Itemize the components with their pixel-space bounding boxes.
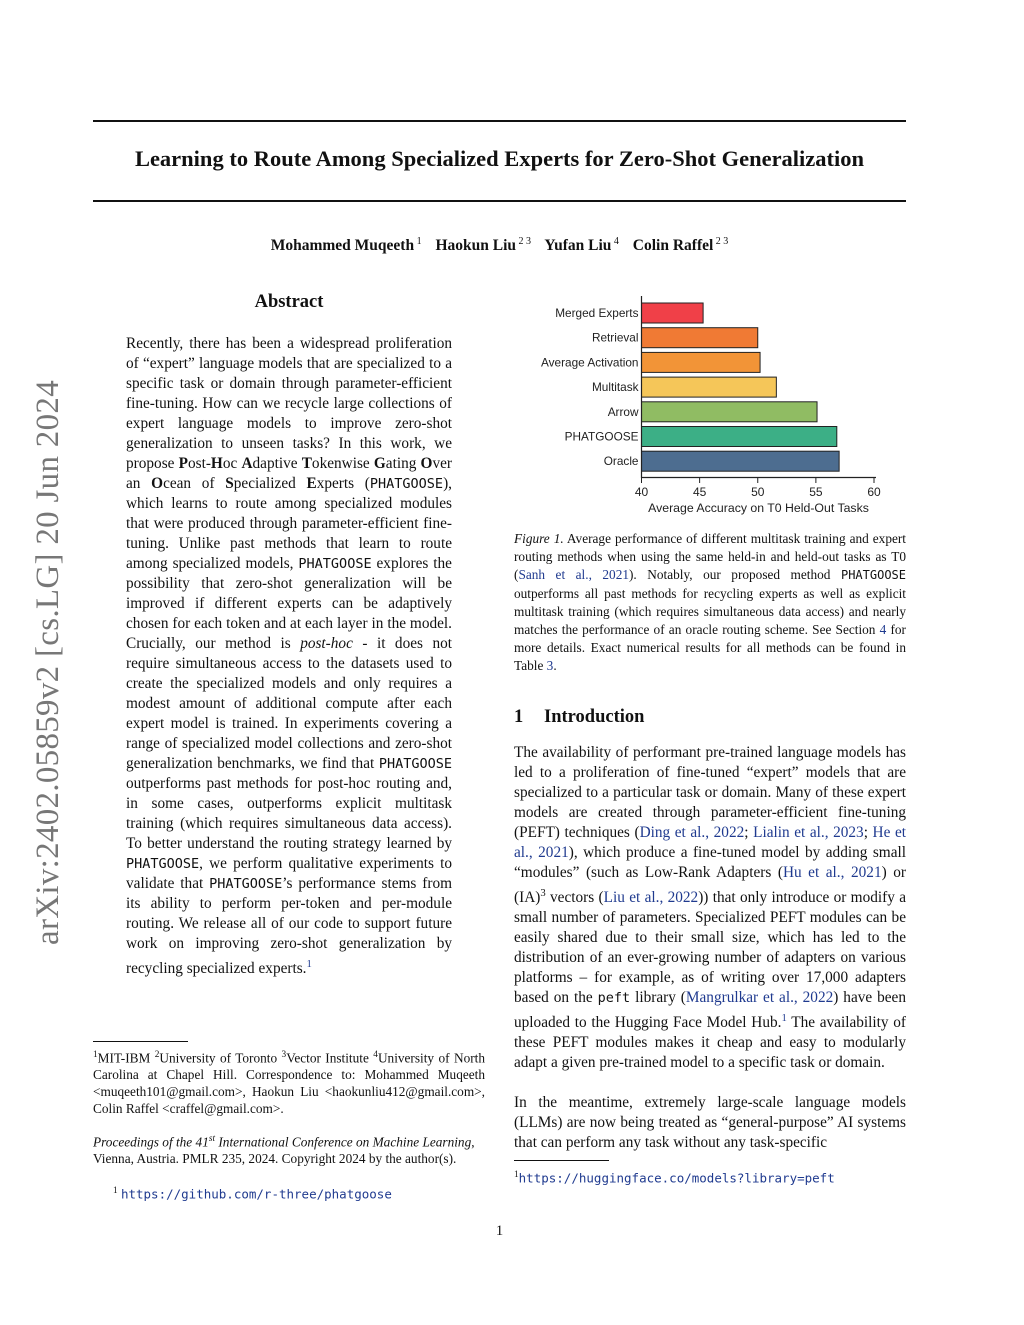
author-affiliation: 2 3 xyxy=(715,236,729,247)
category-label: Multitask xyxy=(591,380,639,395)
figure-1-caption: Figure 1. Average performance of different multitask training and expert routing methods when using the same held-in and held-out tasks as T0 (Sanh et al., 2021). Notably, our proposed method PHATGOOSE outperforms all past methods for recycling experts as well as explicit multitask training (which requires simultaneous data access) and nearly matches the performance of an oracle routing scheme. See Section 4 for more details. Exact numerical results for all methods can be found in Table 3. xyxy=(514,531,906,674)
x-axis-label: Average Accuracy on T0 Held-Out Tasks xyxy=(648,501,869,515)
author-name: Yufan Liu xyxy=(544,237,612,255)
bar xyxy=(642,402,818,422)
citation-link[interactable]: Ding et al., 2022 xyxy=(639,824,745,841)
title-bottom-rule xyxy=(93,200,906,202)
page-number: 1 xyxy=(495,1223,504,1239)
author-name: Mohammed Muqeeth xyxy=(270,237,415,255)
method-name: PHATGOOSE xyxy=(369,476,444,492)
citation-link[interactable]: Hu et al., 2021 xyxy=(782,864,882,881)
author-affiliation: 1 xyxy=(416,236,422,247)
x-tick-label: 60 xyxy=(867,485,881,499)
citation-link[interactable]: Liu et al., 2022 xyxy=(603,889,699,907)
affiliations-footnote: $^1$MIT-IBM $^2$University of Toronto $^3$Vector Institute $^4$University of North Carolina at Chapel Hill. Correspondence to: Mohammed Muqeeth <muqeeth101@gmail.com>, Haokun Liu <haokunliu412@gmail.com>, Colin Raffel <craffel@gmail.com>. xyxy=(93,1050,485,1117)
title-top-rule xyxy=(93,120,906,122)
x-tick-label: 45 xyxy=(692,485,707,499)
category-label: Arrow xyxy=(607,404,639,419)
huggingface-footnote: $^1$https://huggingface.co/models?library=peft xyxy=(514,1170,835,1186)
section-ref-link[interactable]: 4 xyxy=(879,622,887,638)
footnote-rule xyxy=(514,1160,609,1161)
bar xyxy=(642,427,837,447)
author-affiliation: 4 xyxy=(613,236,619,247)
paper-title: Learning to Route Among Specialized Experts for Zero-Shot Generalization xyxy=(134,146,865,171)
figure-1-bar-chart xyxy=(512,296,906,520)
abstract-body: Recently, there has been a widespread proliferation of “expert” language models that are specialized to a specific task or domain through parameter-efficient fine-tuning. How can we recycle large collections of expert language models to improve zero-shot generalization to unseen tasks? In this work, we propose Post-Hoc Adaptive Tokenwise Gating Over an Ocean of Specialized Experts (PHATGOOSE), which learns to route among specialized modules that were produced through parameter-efficient fine-tuning. Unlike past methods that learn to route among specialized models, PHATGOOSE explores the possibility that zero-shot generalization will be improved if different experts can be adaptively chosen for each token and at each layer in the model. Crucially, our method is post-hoc - it does not require simultaneous access to the datasets used to create the specialized models and only requires a modest amount of additional compute after each expert model is trained. In experiments covering a range of specialized model collections and zero-shot generalization benchmarks, we find that PHATGOOSE outperforms past methods for post-hoc routing and, in some cases, outperforms explicit multitask training (which requires simultaneous data access). To better understand the routing strategy learned by PHATGOOSE, we perform qualitative experiments to validate that PHATGOOSE’s performance stems from its ability to perform per-token and per-module routing. We release all of our code to support future work on improving zero-shot generalization by recycling specialized experts.$^1$ xyxy=(126,335,453,978)
category-label: Merged Experts xyxy=(555,306,639,320)
x-tick-label: 40 xyxy=(634,485,649,499)
author-list xyxy=(93,236,906,255)
proceedings-note: Proceedings of the 41st International Conference on Machine Learning, Vienna, Austria. PMLR 235, 2024. Copyright 2024 by the author(s). xyxy=(93,1134,475,1167)
section-heading: 1 Introduction xyxy=(514,707,645,727)
author-affiliation: 2 3 xyxy=(518,236,532,247)
category-label: Oracle xyxy=(603,454,639,469)
table-ref-link[interactable]: 3 xyxy=(546,658,554,674)
method-name: PHATGOOSE xyxy=(378,756,452,772)
x-tick-label: 55 xyxy=(809,485,823,499)
footnote-rule xyxy=(93,1041,188,1042)
category-label: Retrieval xyxy=(591,330,639,345)
citation-link[interactable]: Mangrulkar et al., 2022 xyxy=(685,989,834,1007)
method-name: PHATGOOSE xyxy=(209,876,283,892)
code-url-link[interactable]: https://github.com/r-three/phatgoose xyxy=(120,1186,392,1202)
code-footnote: $^1$ https://github.com/r-three/phatgoose xyxy=(112,1186,392,1202)
huggingface-url-link[interactable]: https://huggingface.co/models?library=peft xyxy=(518,1170,835,1186)
bar xyxy=(642,377,777,397)
bar xyxy=(642,328,758,348)
method-name: PHATGOOSE xyxy=(126,856,200,872)
method-name: PHATGOOSE xyxy=(840,568,906,583)
bar xyxy=(642,352,761,372)
footnote-ref[interactable]: 1 xyxy=(306,958,312,970)
bar xyxy=(642,303,704,323)
library-name: peft xyxy=(597,990,631,1007)
category-label: Average Activation xyxy=(541,355,639,370)
citation-link[interactable]: Sanh et al., 2021 xyxy=(518,567,629,583)
arxiv-stamp: arXiv:2402.05859v2 [cs.LG] 20 Jun 2024 xyxy=(30,379,66,945)
author-name: Colin Raffel xyxy=(632,237,714,255)
intro-paragraph-2: In the meantime, extremely large-scale language models (LLMs) are now being treated as “general-purpose” AI systems that can perform any task without any task-specific xyxy=(514,1094,906,1151)
citation-link[interactable]: Lialin et al., 2023 xyxy=(753,824,864,841)
author-name: Haokun Liu xyxy=(435,237,517,255)
x-tick-label: 50 xyxy=(751,485,765,499)
citation-link[interactable]: He et al., 2021 xyxy=(514,824,907,861)
method-name: PHATGOOSE xyxy=(298,556,372,572)
intro-paragraph-1: The availability of performant pre-trained language models has led to a proliferation of fine-tuned “expert” models that are specialized to a particular task or domain. Many of these expert models are created through parameter-efficient fine-tuning (PEFT) techniques (Ding et al., 2022; Lialin et al., 2023; He et al., 2021), which produce a fine-tuned model by adding small “modules” (such as Low-Rank Adapters (Hu et al., 2021) or (IA)$^3$ vectors (Liu et al., 2022)) that only introduce or modify a small number of parameters. Specialized PEFT modules can be easily shared due to their small size, which has led to the distribution of an ever-growing number of adapters on various platforms – for example, as of writing over 17,000 adapters based on the peft library (Mangrulkar et al., 2022) have been uploaded to the Hugging Face Model Hub.$^1$ The availability of these PEFT modules makes it cheap and easy to modularly adapt a given pre-trained model to a specific task or domain. xyxy=(514,744,907,1072)
category-label: PHATGOOSE xyxy=(564,429,639,444)
abstract-heading: Abstract xyxy=(254,292,324,312)
bar xyxy=(642,451,840,471)
footnote-ref[interactable]: 1 xyxy=(781,1012,787,1025)
